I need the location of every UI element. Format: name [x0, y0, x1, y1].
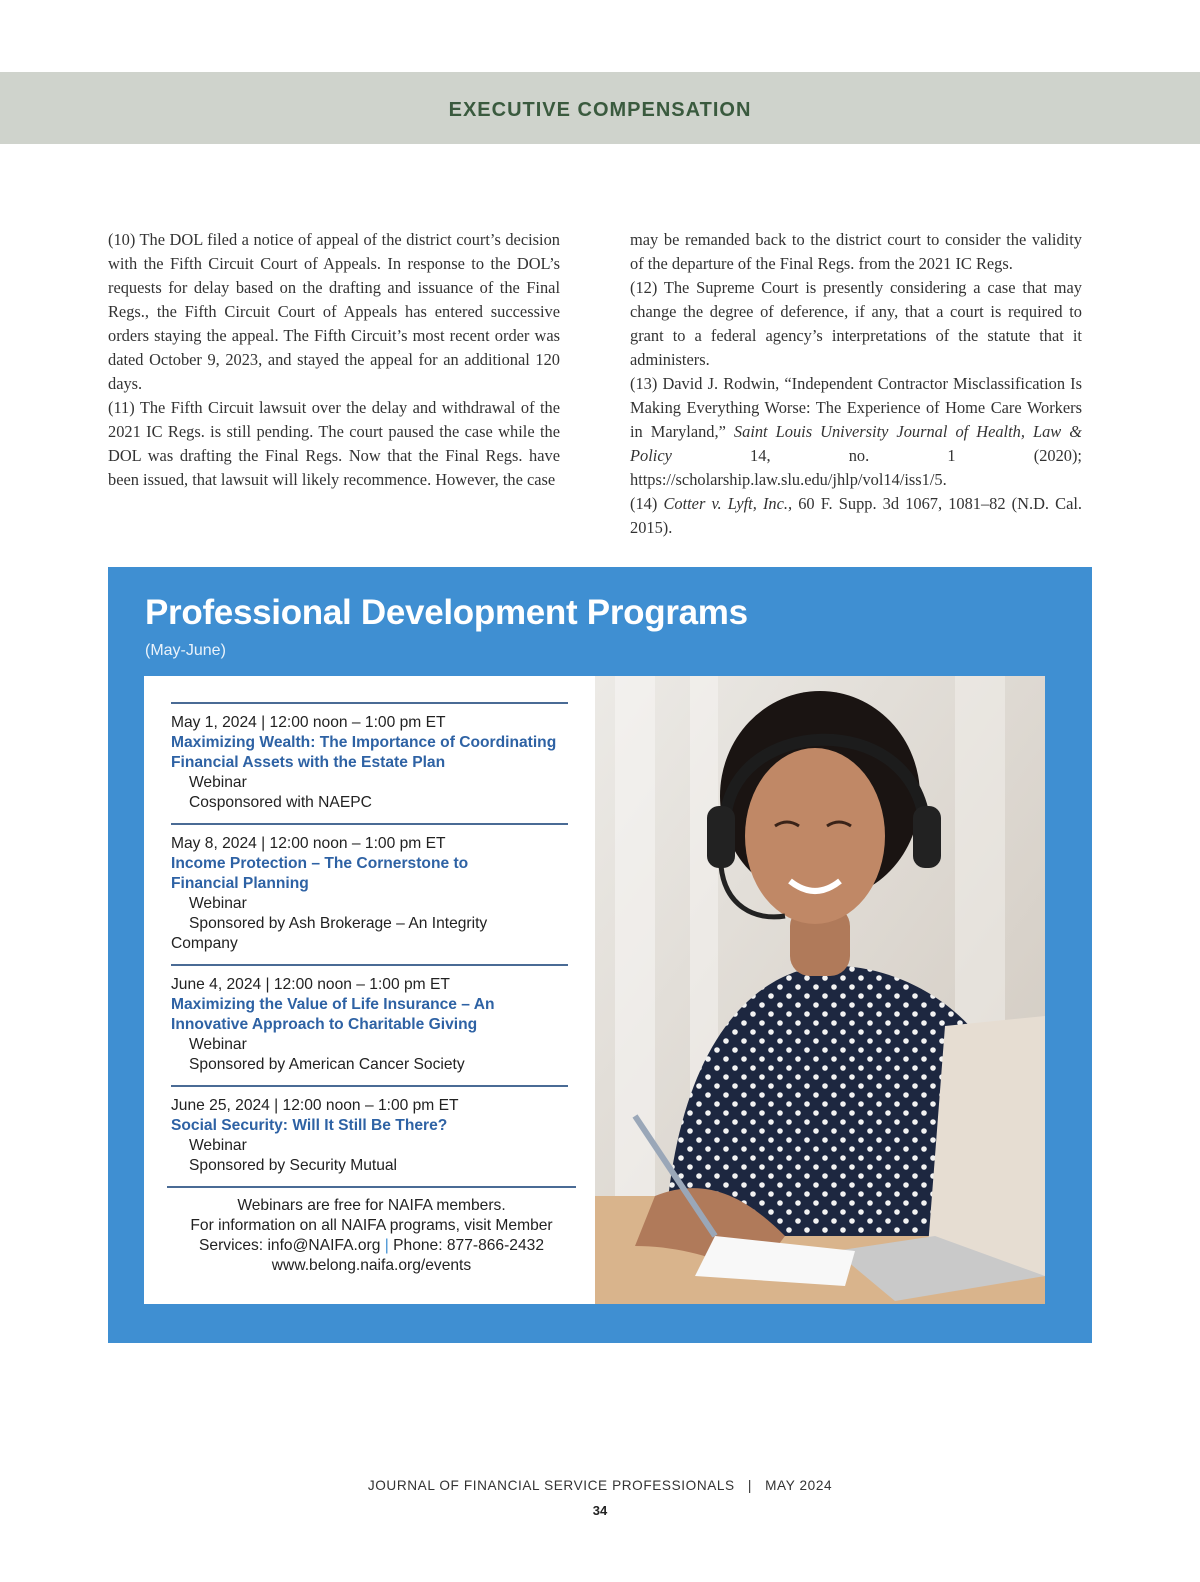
footnote-12: (12) The Supreme Court is presently considering a case that may change the degree of deference, if any, that a court is required to grant to a federal agency’s interpretations of the statute that it administers. — [630, 278, 1082, 369]
event-item — [171, 1085, 568, 1186]
case-citation: Cotter v. Lyft, Inc., — [663, 494, 793, 513]
event-sponsor: Cosponsored with NAEPC — [189, 794, 372, 811]
footnote-11: (11) The Fifth Circuit lawsuit over the delay and withdrawal of the 2021 IC Regs. is still pending. The court paused the case while the DOL was drafting the Final Regs. Now that the Final Regs. have been issued, that lawsuit will likely recommence. However, the case — [108, 398, 560, 489]
phone-contact[interactable]: Phone: 877-866-2432 — [393, 1237, 544, 1254]
event-date: June 4, 2024 | 12:00 noon – 1:00 pm ET — [171, 976, 450, 993]
membership-note — [167, 1186, 576, 1276]
event-date: May 1, 2024 | 12:00 noon – 1:00 pm ET — [171, 714, 446, 731]
event-item — [171, 702, 568, 823]
event-format: Webinar — [189, 1036, 247, 1053]
webinar-photo — [595, 676, 1045, 1304]
event-sponsor: Sponsored by Security Mutual — [189, 1157, 398, 1174]
free-webinars-note: Webinars are free for NAIFA members. — [237, 1197, 506, 1214]
event-sponsor: Sponsored by Ash Brokerage – An Integrity Company — [171, 915, 488, 952]
footnotes-left-column — [108, 228, 560, 492]
section-title: EXECUTIVE COMPENSATION — [448, 98, 752, 121]
event-format: Webinar — [189, 895, 247, 912]
promo-content-panel — [144, 676, 1045, 1304]
event-title[interactable]: Income Protection – The Cornerstone to Financial Planning — [171, 855, 469, 892]
footnote-13: (13) David J. Rodwin, “Independent Contractor Misclassification Is Making Everything Worse: The Experience of Home Care Workers in Maryland,” Saint Louis University Journal of Health, Law & Policy 14, no. 1 (2020); https://scholarship.law.slu.edu/jhlp/vol14/iss1/5. — [630, 374, 1083, 489]
event-list — [171, 702, 568, 1276]
promo-subtitle: (May-June) — [145, 642, 226, 659]
event-date: May 8, 2024 | 12:00 noon – 1:00 pm ET — [171, 835, 446, 852]
page-number: 34 — [592, 1503, 608, 1518]
professional-development-ad — [108, 567, 1092, 1343]
event-format: Webinar — [189, 774, 247, 791]
footnote-14: (14) Cotter v. Lyft, Inc., 60 F. Supp. 3d 1067, 1081–82 (N.D. Cal. 2015). — [630, 494, 1082, 537]
section-header-band — [0, 72, 1200, 144]
member-services-contact — [167, 1216, 576, 1256]
event-item — [171, 823, 568, 964]
event-item — [171, 964, 568, 1085]
footnote-11-continuation: may be remanded back to the district court to consider the validity of the departure of the Final Regs. from the 2021 IC Regs. — [630, 230, 1082, 273]
promo-title: Professional Development Programs — [145, 593, 748, 632]
journal-citation: Saint Louis University Journal of Health, Law & Policy — [630, 422, 1083, 465]
event-format: Webinar — [189, 1137, 247, 1154]
event-title[interactable]: Maximizing the Value of Life Insurance – An Innovative Approach to Charitable Giving — [171, 996, 495, 1033]
events-url-link[interactable]: www.belong.naifa.org/events — [271, 1257, 472, 1274]
event-sponsor: Sponsored by American Cancer Society — [189, 1056, 465, 1073]
email-contact[interactable]: For information on all NAIFA programs, visit Member Services: info@NAIFA.org — [190, 1217, 553, 1254]
event-title[interactable]: Maximizing Wealth: The Importance of Coordinating Financial Assets with the Estate Plan — [171, 734, 557, 771]
footnote-10: (10) The DOL filed a notice of appeal of the district court’s decision with the Fifth Circuit Court of Appeals. In response to the DOL’s requests for delay based on the drafting and issuance of the Final Regs., the Fifth Circuit Court of Appeals has entered successive orders staying the appeal. The Fifth Circuit’s most recent order was dated October 9, 2023, and stayed the appeal for an additional 120 days. — [108, 230, 560, 393]
journal-footer: JOURNAL OF FINANCIAL SERVICE PROFESSIONALS | MAY 2024 — [367, 1478, 833, 1493]
event-title[interactable]: Social Security: Will It Still Be There? — [171, 1117, 448, 1134]
event-date: June 25, 2024 | 12:00 noon – 1:00 pm ET — [171, 1097, 459, 1114]
woman-with-headset-image — [595, 676, 1045, 1304]
contact-separator: | — [384, 1237, 389, 1254]
footnotes-right-column — [630, 228, 1082, 540]
